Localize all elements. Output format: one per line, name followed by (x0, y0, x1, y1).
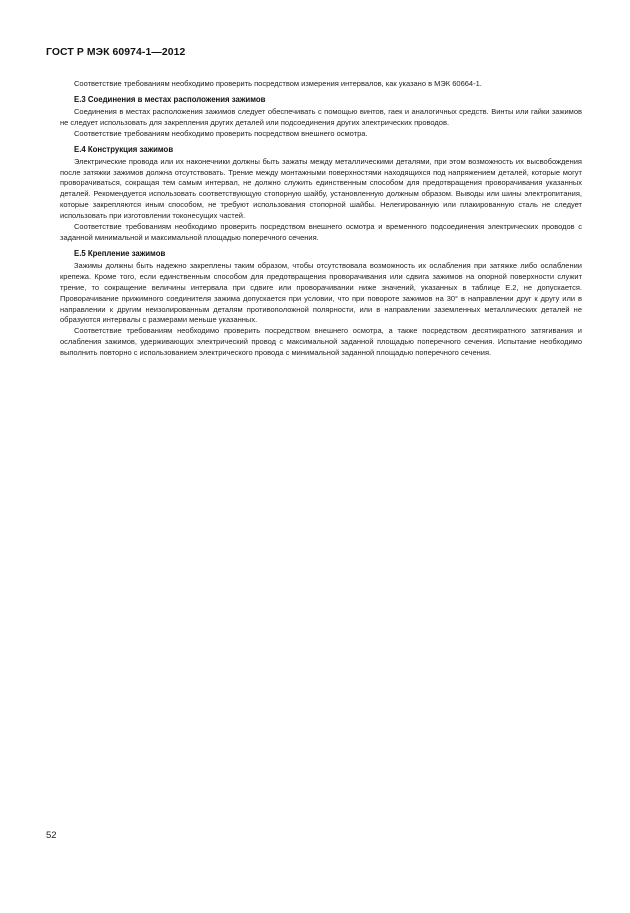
body-paragraph: Соответствие требованиям необходимо проверить посредством внешнего осмотра и временного подсоединения электрических проводов с заданной минимальной и максимальной площадью поперечного сечения. (60, 222, 582, 242)
body-paragraph: Электрические провода или их наконечники должны быть зажаты между металлическими деталями, при этом возможность их высвобождения после затяжки зажимов должна отсутствовать. Трение между монтажными поверхностями находящихся под напряжением деталей, которые могут проворачиваться, сокращая тем самым интервал, не должно служить единственным способом для предотвращения проворачивания указанных деталей. Рекомендуется использовать соответствующую стопорную шайбу, установленную должным образом. Выводы или шины электропитания, которые закрепляются иным способом, не требуют использования стопорной шайбы. Нелегированную или плакированную сталь не следует использовать при изготовлении токонесущих частей. (60, 156, 582, 221)
body-paragraph: Соединения в местах расположения зажимов следует обеспечивать с помощью винтов, гаек и аналогичных средств. Винты или гайки зажимов не следует использовать для закрепления других деталей или подсоединения других электрических проводов. (60, 106, 582, 127)
section-heading: Е.4 Конструкция зажимов (74, 144, 174, 154)
body-paragraph: Соответствие требованиям необходимо проверить посредством внешнего осмотра. (74, 128, 368, 138)
section-heading: Е.5 Крепление зажимов (74, 248, 166, 258)
section-e3 (60, 94, 582, 140)
document-body (60, 79, 582, 359)
section-e5 (60, 248, 582, 359)
intro-paragraph: Соответствие требованиям необходимо проверить посредством измерения интервалов, как указано в МЭК 60664-1. (74, 79, 482, 88)
body-paragraph: Зажимы должны быть надежно закреплены таким образом, чтобы отсутствовала возможность их ослабления при затяжке либо ослаблении крепежа. Кроме того, если единственным способом для предотвращения проворачивания или сдвига зажимов на опорной поверхности служит трение, то сокращение величины интервала при сдвиге или проворачивании ниже значений, указанных в таблице Е.2, не допускается. Проворачивание прижимного соединителя зажима допускается при условии, что при повороте зажимов на 30° в направлении друг к другу или в направлении к другим неизолированным деталям противоположной полярности, или в направлении заземленных металлических деталей не образуются интервалы с размерами меньше указанных. (60, 260, 582, 325)
section-e4 (60, 144, 582, 244)
section-heading: Е.3 Соединения в местах расположения зажимов (74, 94, 266, 104)
page-number: 52 (46, 830, 57, 841)
document-header-title: ГОСТ Р МЭК 60974-1—2012 (46, 47, 186, 58)
body-paragraph: Соответствие требованиям необходимо проверить посредством внешнего осмотра, а также посредством десятикратного затягивания и ослабления зажимов, удерживающих электрический провод с максимальной заданной площадью поперечного сечения. Испытание необходимо выполнить повторно с использованием электрического провода с минимальной заданной площадью поперечного сечения. (60, 326, 582, 358)
